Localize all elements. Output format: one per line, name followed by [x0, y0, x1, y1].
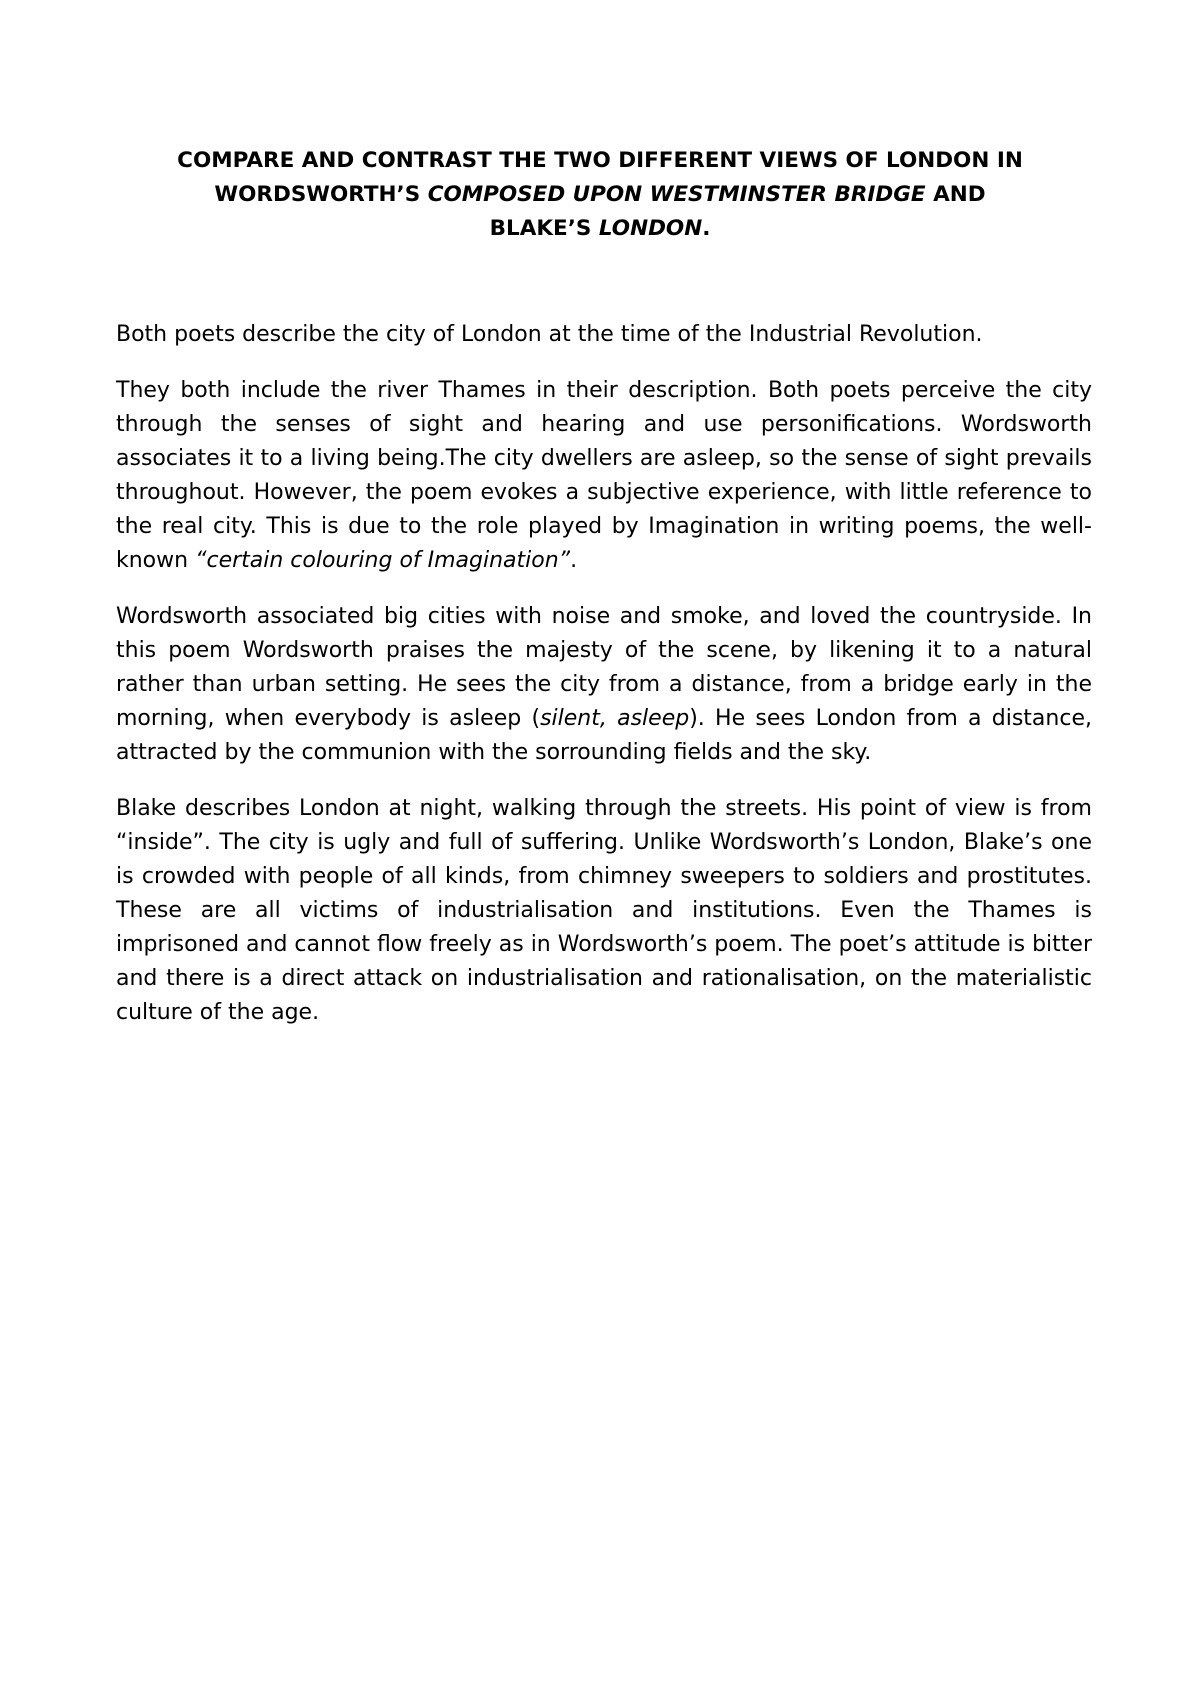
title-line-2-suffix: AND — [925, 182, 986, 207]
title-poem-wordsworth: COMPOSED UPON WESTMINSTER BRIDGE — [427, 182, 926, 207]
paragraph-2-quote: “certain colouring of Imagination” — [195, 548, 571, 573]
paragraph-2-end: . — [570, 548, 578, 573]
paragraph-3-end: ). He sees London from a distance, attracted by the communion with the sorrounding fields and the sky. — [116, 706, 1092, 765]
title-line-3 — [108, 212, 1092, 246]
paragraph-3-text: Wordsworth associated big cities with noise and smoke, and loved the countryside. In this poem Wordsworth praises the majesty of the scene, by likening it to a natural rather than urban setting. He sees the city from a distance, from a bridge early in the morning, when everybody is asleep ( — [116, 604, 1092, 731]
title-line-3-suffix: . — [702, 216, 711, 241]
paragraph-3 — [116, 600, 1092, 770]
document-title — [108, 144, 1092, 246]
title-line-2-prefix: WORDSWORTH’S — [214, 182, 428, 207]
paragraph-4: Blake describes London at night, walking through the streets. His point of view is from “inside”. The city is ugly and full of suffering. Unlike Wordsworth’s London, Blake’s one is crowded with people of all kinds, from chimney sweepers to soldiers and prostitutes. These are all victims of industrialisation and institutions. Even the Thames is imprisoned and cannot flow freely as in Wordsworth’s poem. The poet’s attitude is bitter and there is a direct attack on industrialisation and rationalisation, on the materialistic culture of the age. — [116, 796, 1092, 1025]
paragraph-2-text: They both include the river Thames in their description. Both poets perceive the city through the senses of sight and hearing and use personifications. Wordsworth associates it to a living being.The city dwellers are asleep, so the sense of sight prevails throughout. However, the poem evokes a subjective experience, with little reference to the real city. This is due to the role played by Imagination in writing poems, the well-known — [116, 378, 1092, 573]
paragraph-3-quote: silent, asleep — [540, 706, 690, 731]
title-line-3-prefix: BLAKE’S — [489, 216, 599, 241]
paragraph-1: Both poets describe the city of London at the time of the Industrial Revolution. — [116, 322, 983, 347]
title-line-2 — [108, 178, 1092, 212]
title-line-1: COMPARE AND CONTRAST THE TWO DIFFERENT VIEWS OF LONDON IN — [177, 148, 1023, 173]
title-poem-blake: LONDON — [598, 216, 703, 241]
document-body — [116, 318, 1092, 1052]
paragraph-2 — [116, 374, 1092, 578]
